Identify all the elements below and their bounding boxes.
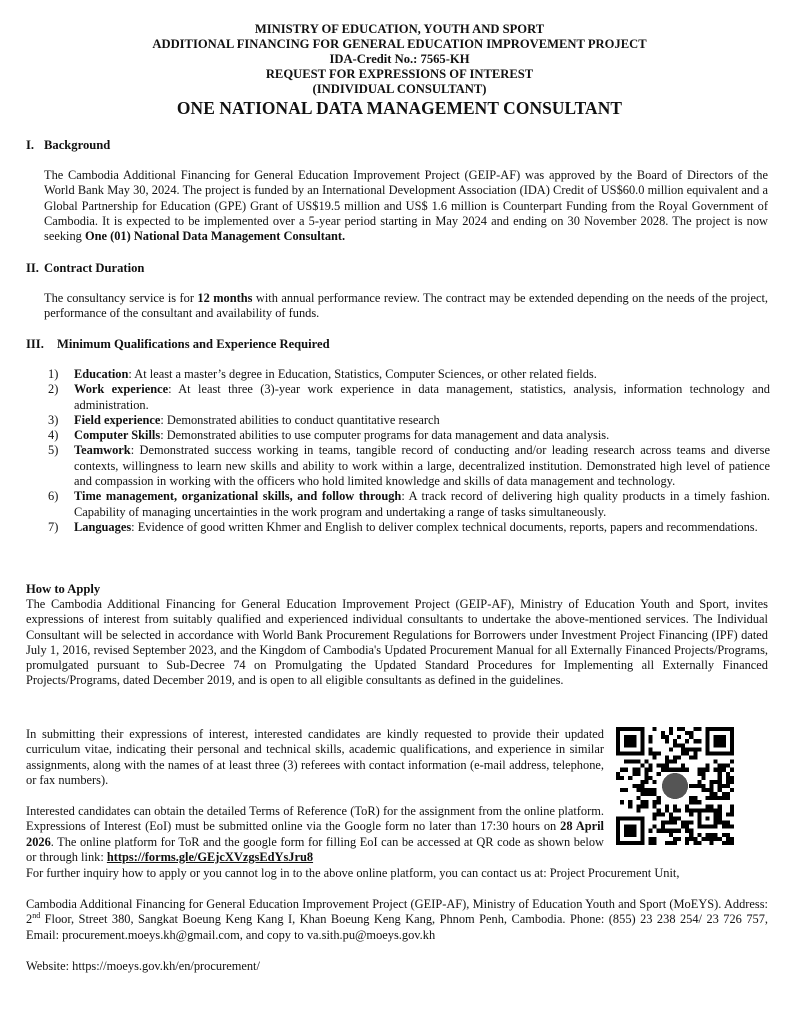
address-text: Cambodia Additional Financing for General Education Improvement Project (GEIP-AF), Ministry of Education Youth and Sport (MoEYS). Address: 2 — [26, 897, 768, 927]
how-to-apply-paragraph-2: In submitting their expressions of interest, interested candidates are kindly requested to provide their updated curriculum vitae, indicating their personal and technical skills, academic qualifications, and experience in similar assignments, along with the names of at least three (3) referees with contact information (e-mail address, telephone, or fax numbers). — [26, 727, 604, 787]
item-text: : Demonstrated abilities to conduct quantitative research — [160, 412, 440, 427]
item-label: Education — [74, 367, 129, 381]
item-label: Field experience — [74, 412, 161, 427]
how-to-apply-paragraph-1: The Cambodia Additional Financing for General Education Improvement Project (GEIP-AF), Ministry of Education Youth and Sport, invites expressions of interest from suitably qualified and experienced individual consultants to undertake the above-mentioned services. The Individual Consultant will be selected in accordance with World Bank Procurement Regulations for Borrowers under Investment Project Financing (IPF) dated July 1, 2016, revised September 2023, and the Kingdom of Cambodia's Updated Procurement Manual for all Externally Financed Projects/Programs, promulgated pursuant to Sub-Decree 74 on Promulgating the Updated Standard Procedures for Implementing all Externally Financed Projects/Programs, dated December 2019, and is open to all eligible consultants as defined in the guidelines. — [26, 597, 768, 688]
item-number: 5) — [48, 443, 59, 458]
document-header — [0, 22, 799, 118]
ministry-name: MINISTRY OF EDUCATION, YOUTH AND SPORT — [254, 22, 545, 36]
item-label: Work experience — [74, 382, 169, 397]
section-number: III. — [26, 337, 44, 351]
ordinal-suffix: nd — [32, 911, 41, 921]
section-heading-qualifications — [26, 337, 330, 352]
qr-code-graphic — [616, 727, 734, 845]
background-text: The Cambodia Additional Financing for General Education Improvement Project (GEIP-AF) was approved by the Board of Directors of the World Bank May 30, 2024. The project is funded by an International Development Association (IDA) Credit of US$60.0 million equivalent and a Global Partnership for Education (GPE) Grant of US$19.5 million and US$ 1.6 million is Counterpart Funding from the Royal Government of Cambodia. It is expected to be implemented over a 5-year period starting in May 2024 and ending on 30 November 2028. The project is now seeking — [44, 168, 768, 244]
item-number: 7) — [48, 519, 59, 534]
qr-code-icon[interactable] — [616, 727, 734, 845]
item-number: 2) — [48, 382, 59, 397]
qualification-item — [48, 382, 770, 413]
paragraph-text: Interested candidates can obtain the detailed Terms of Reference (ToR) for the assignment from the online platform. Expressions of Interest (EoI) must be submitted online via the Google form no later than 17:30 hours on — [26, 804, 604, 834]
deadline-date: 28 April 2026 — [26, 819, 604, 849]
how-to-apply-paragraph-3 — [26, 804, 604, 865]
qualification-item — [48, 367, 770, 382]
item-text: : Evidence of good written Khmer and English to deliver complex technical documents, reports, papers and recommendations. — [131, 519, 758, 534]
item-number: 1) — [48, 367, 59, 381]
item-number: 3) — [48, 412, 59, 427]
section-title: Background — [44, 138, 111, 152]
how-to-apply-paragraph-4: For further inquiry how to apply or you cannot log in to the above online platform, you can contact us at: Project Procurement Unit, — [26, 866, 680, 880]
item-label: Languages — [74, 519, 132, 534]
contract-text-after: with annual performance review. The contract may be extended depending on the needs of the project, performance of the consultant and availability of funds. — [44, 291, 768, 321]
item-label: Time management, organizational skills, and follow through — [74, 489, 402, 504]
section-heading-background — [26, 138, 110, 153]
qualification-item — [48, 443, 770, 489]
item-text: : At least three (3)-year work experience in data management, statistics, analysis, information technology and administration. — [74, 382, 770, 412]
qualification-item — [48, 520, 770, 535]
background-paragraph — [44, 168, 768, 244]
item-number: 6) — [48, 489, 59, 504]
google-form-link[interactable]: https://forms.gle/GEjcXVzgsEdYsJru8 — [106, 849, 314, 864]
section-title: Contract Duration — [44, 261, 145, 275]
website-line: Website: https://moeys.gov.kh/en/procurement/ — [26, 959, 260, 973]
background-text-bold: One (01) National Data Management Consultant. — [84, 229, 346, 244]
item-number: 4) — [48, 428, 59, 443]
section-number: I. — [26, 138, 35, 152]
address-text: Floor, Street 380, Sangkat Boeung Keng Kang I, Khan Boeung Keng Kang, Phnom Penh, Cambodia. Phone: (855) 23 238 254/ 23 726 757, Email: procurement.moeys.kh@gmail.com, and copy to va.sith.pu@moeys.gov.kh — [26, 912, 768, 942]
qualifications-list — [48, 367, 770, 535]
position-title: ONE NATIONAL DATA MANAGEMENT CONSULTANT — [176, 98, 623, 118]
consultant-type: (INDIVIDUAL CONSULTANT) — [312, 82, 487, 96]
item-label: Computer Skills — [74, 428, 161, 443]
contract-paragraph — [44, 291, 768, 322]
project-name: ADDITIONAL FINANCING FOR GENERAL EDUCATION IMPROVEMENT PROJECT — [152, 37, 647, 51]
contract-duration-bold: 12 months — [197, 291, 253, 305]
item-text: : At least a master’s degree in Education, Statistics, Computer Sciences, or other related fields. — [128, 367, 597, 381]
contact-address-paragraph — [26, 897, 768, 943]
item-text: : Demonstrated abilities to use computer programs for data management and data analysis. — [160, 428, 610, 443]
qualification-item — [48, 428, 770, 443]
qualification-item — [48, 489, 770, 520]
item-text: : A track record of delivering high quality products in a timely fashion. Capability of managing uncertainties in the work program and undertaking a range of tasks simultaneously. — [74, 489, 770, 519]
paragraph-text: . The online platform for ToR and the google form for filling EoI can be accessed at QR code as shown below or through link: — [26, 834, 604, 864]
qualification-item — [48, 413, 770, 428]
request-title: REQUEST FOR EXPRESSIONS OF INTEREST — [265, 67, 534, 81]
item-text: : Demonstrated success working in teams, tangible record of conducting and/or leading research across teams and diverse contexts, willingness to learn new skills and ability to work within a large, decentralized institution. Demonstrated high level of patience and compassion in working with the officers who hold limited knowledge and skills of data management and technology. — [74, 443, 770, 489]
section-heading-contract — [26, 261, 144, 276]
contract-text: The consultancy service is for — [44, 291, 198, 305]
item-label: Teamwork — [74, 443, 131, 458]
section-number: II. — [26, 261, 39, 275]
how-to-apply-heading: How to Apply — [26, 582, 101, 596]
section-title: Minimum Qualifications and Experience Required — [57, 337, 330, 351]
credit-number: IDA-Credit No.: 7565-KH — [329, 52, 470, 66]
